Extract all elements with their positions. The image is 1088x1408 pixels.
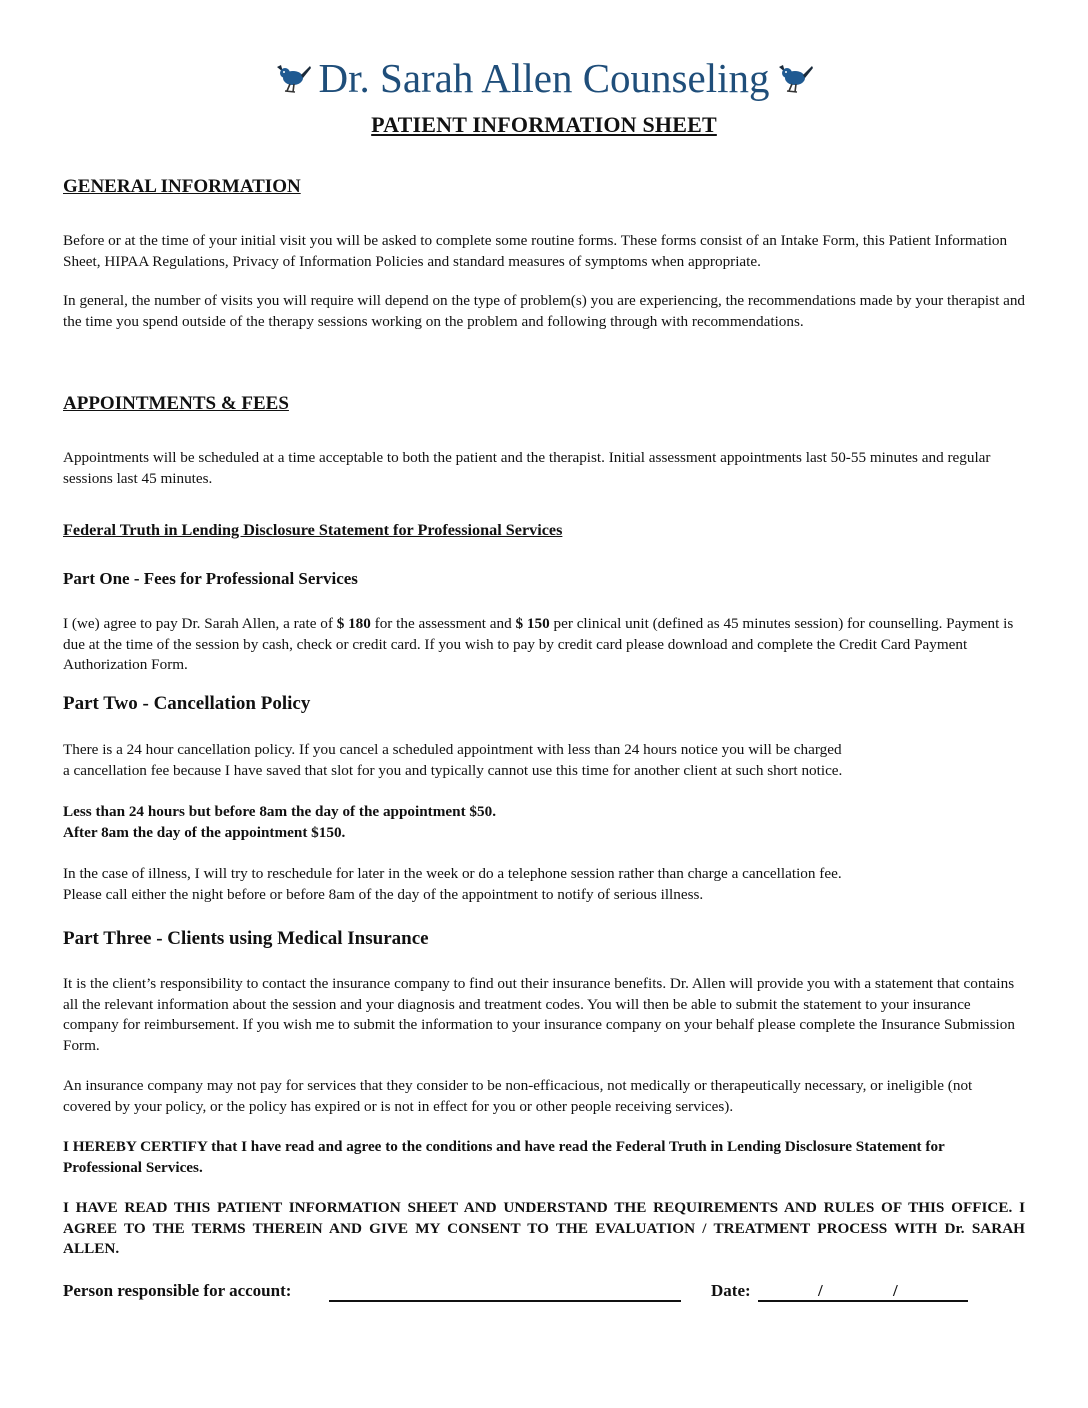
consent-statement: I HAVE READ THIS PATIENT INFORMATION SHEET AND UNDERSTAND THE REQUIREMENTS AND RULES OF THIS OFFICE. I AGREE TO THE TERMS THEREIN AND GIVE MY CONSENT TO THE EVALUATION / TREATMENT PROCESS WITH Dr. SARAH ALLEN. [63, 1199, 1025, 1257]
brand-title: Dr. Sarah Allen Counseling [318, 55, 770, 101]
bird-icon [273, 61, 313, 97]
date-field[interactable] [758, 1300, 968, 1302]
date-separator: / [893, 1281, 898, 1300]
disclosure-heading: Federal Truth in Lending Disclosure Statement for Professional Services [63, 521, 563, 539]
certify-statement: I HEREBY CERTIFY that I have read and agree to the conditions and have read the Federal Truth in Lending Disclosure Statement for Professional Services. [63, 1138, 945, 1176]
person-responsible-label: Person responsible for account: [63, 1281, 292, 1300]
cancellation-fees [63, 802, 1025, 843]
part-one-paragraph [63, 614, 1023, 676]
session-fee: $ 150 [515, 615, 550, 632]
date-separator: / [818, 1281, 823, 1300]
sheet-title: PATIENT INFORMATION SHEET [371, 112, 717, 137]
appointments-paragraph: Appointments will be scheduled at a time acceptable to both the patient and the therapist. Initial assessment appointments last 50-55 minutes and regular sessions last 45 minutes. [63, 449, 991, 487]
cancellation-paragraph [63, 740, 1025, 781]
illness-line: Please call either the night before or before 8am of the day of the appointment to notify of serious illness. [63, 885, 704, 903]
after-8am-fee-line: After 8am the day of the appointment $150. [63, 823, 346, 841]
part-one-text: I (we) agree to pay Dr. Sarah Allen, a rate of [63, 615, 337, 632]
illness-line: In the case of illness, I will try to reschedule for later in the week or do a telephone session rather than charge a cancellation fee. [63, 865, 842, 882]
part-one-heading: Part One - Fees for Professional Services [63, 569, 358, 588]
insurance-paragraph-2: An insurance company may not pay for services that they consider to be non-efficacious, not medically or therapeutically necessary, or ineligible (not covered by your policy, or the policy has expired or is not in effect for you or other people receiving services). [63, 1077, 973, 1115]
late-cancel-fee-line: Less than 24 hours but before 8am the day of the appointment $50. [63, 803, 497, 820]
appointments-heading: APPOINTMENTS & FEES [63, 393, 289, 414]
general-info-heading: GENERAL INFORMATION [63, 176, 301, 197]
part-three-heading: Part Three - Clients using Medical Insurance [63, 928, 429, 949]
date-label: Date: [711, 1281, 751, 1300]
cancellation-line: There is a 24 hour cancellation policy. If you cancel a scheduled appointment with less than 24 hours notice you will be charged [63, 741, 842, 758]
part-one-text: per clinical unit (defined as 45 minutes session) for counselling. Payment is due at the time of the session by cash, check or credit card. If you wish to pay by credit card please download and complete the Credit Card Payment Authorization Form. [63, 615, 1014, 673]
brand-header [0, 55, 1088, 102]
general-info-paragraph-1: Before or at the time of your initial visit you will be asked to complete some routine forms. These forms consist of an Intake Form, this Patient Information Sheet, HIPAA Regulations, Privacy of Information Policies and standard measures of symptoms when appropriate. [63, 232, 1008, 270]
signature-row [63, 1281, 1023, 1307]
bird-icon [775, 61, 815, 97]
part-one-text: for the assessment and [370, 615, 516, 632]
cancellation-line: a cancellation fee because I have saved that slot for you and typically cannot use this time for another client at such short notice. [63, 761, 843, 779]
general-info-paragraph-2: In general, the number of visits you will require will depend on the type of problem(s) you are experiencing, the recommendations made by your therapist and the time you spend outside of the therapy sessions working on the problem and following through with recommendations. [63, 292, 1026, 330]
illness-paragraph [63, 864, 1025, 905]
part-two-heading: Part Two - Cancellation Policy [63, 693, 311, 714]
assessment-fee: $ 180 [336, 615, 371, 632]
person-responsible-field[interactable] [329, 1300, 681, 1302]
insurance-paragraph-1: It is the client’s responsibility to contact the insurance company to find out their insurance benefits. Dr. Allen will provide you with a statement that contains all the relevant information about the session and your diagnosis and treatment codes. You will then be able to submit the statement to your insurance company for reimbursement. If you wish me to submit the information to your insurance company on your behalf please complete the Insurance Submission Form. [63, 975, 1015, 1054]
